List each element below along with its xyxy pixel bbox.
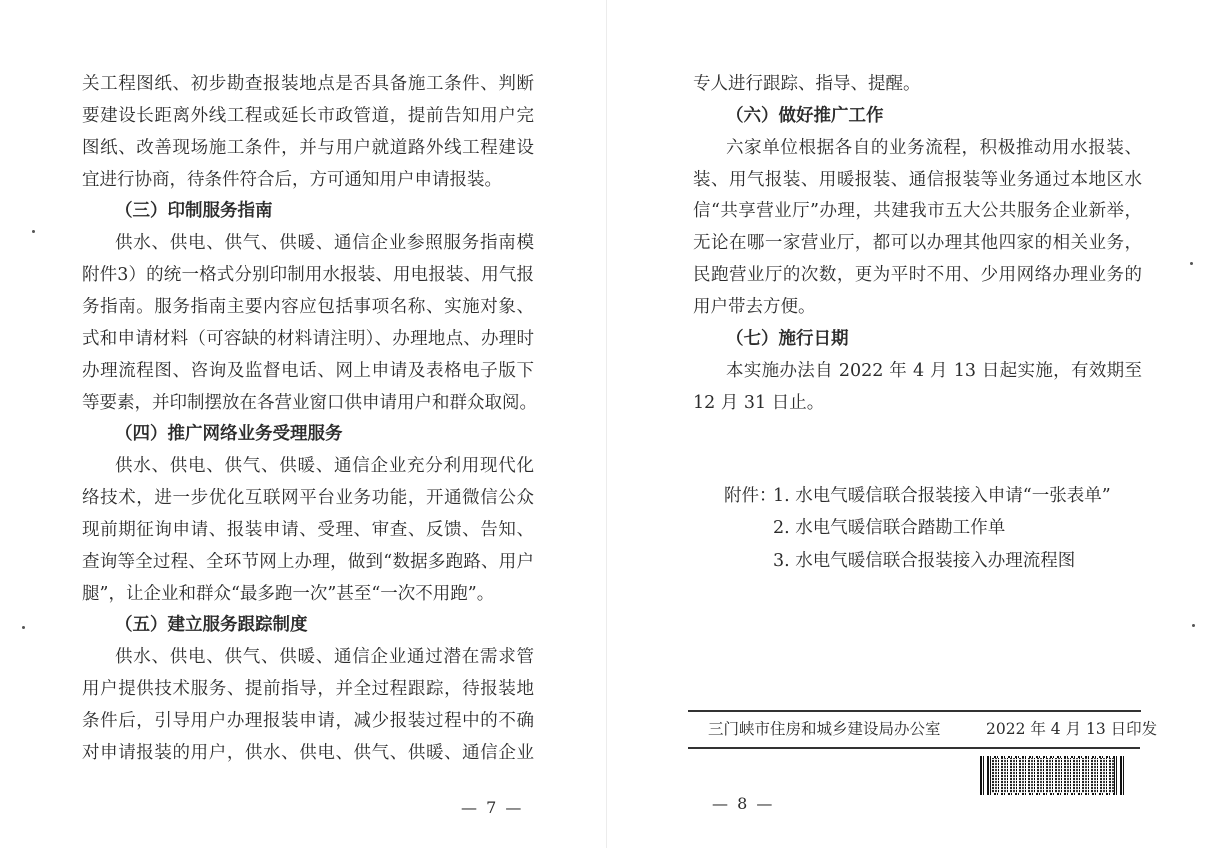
paragraph-line: 图纸、改善现场施工条件，并与用户就道路外线工程建设 bbox=[82, 137, 534, 158]
attachment-item: 2. 水电气暖信联合踏勘工作单 bbox=[773, 518, 1006, 538]
section-heading: （六）做好推广工作 bbox=[726, 105, 884, 126]
paragraph-line: 宜进行协商，待条件符合后，方可通知用户申请报装。 bbox=[82, 169, 502, 190]
scan-speck bbox=[1190, 262, 1193, 265]
attachments-label: 附件： bbox=[724, 486, 777, 506]
paragraph-line: 无论在哪一家营业厅，都可以办理其他四家的相关业务， bbox=[693, 233, 1142, 254]
paragraph-line: 供水、供电、供气、供暖、通信企业通过潜在需求管 bbox=[115, 647, 534, 668]
paragraph-line: 查询等全过程、全环节网上办理，做到“数据多跑路、用户 bbox=[82, 551, 534, 572]
footer-issuer: 三门峡市住房和城乡建设局办公室 bbox=[708, 720, 941, 738]
paragraph-line: 用户提供技术服务、提前指导，并全过程跟踪，待报装地 bbox=[82, 679, 534, 700]
paragraph-line: 12 月 31 日止。 bbox=[693, 392, 825, 413]
scan-speck bbox=[32, 230, 35, 233]
paragraph-line: 络技术，进一步优化互联网平台业务功能，开通微信公众 bbox=[82, 488, 534, 509]
section-heading: （四）推广网络业务受理服务 bbox=[115, 424, 343, 445]
paragraph-line: 用户带去方便。 bbox=[693, 296, 816, 317]
footer-bottom-rule bbox=[688, 747, 1140, 749]
attachment-item: 3. 水电气暖信联合报装接入办理流程图 bbox=[773, 551, 1076, 571]
paragraph-line: 民跑营业厅的次数，更为平时不用、少用网络办理业务的 bbox=[693, 265, 1142, 286]
paragraph-line: 供水、供电、供气、供暖、通信企业充分利用现代化 bbox=[115, 456, 534, 477]
page-left bbox=[0, 0, 606, 848]
scan-speck bbox=[22, 626, 25, 629]
paragraph-line: 本实施办法自 2022 年 4 月 13 日起实施，有效期至 bbox=[726, 360, 1142, 381]
paragraph-line: 附件3）的统一格式分别印制用水报装、用电报装、用气报 bbox=[82, 265, 534, 286]
page-number-left: — 7 — bbox=[461, 798, 524, 817]
paragraph-line: 专人进行跟踪、指导、提醒。 bbox=[693, 74, 921, 94]
section-heading: （七）施行日期 bbox=[726, 328, 849, 349]
attachment-item: 1. 水电气暖信联合报装接入申请“一张表单” bbox=[773, 486, 1111, 506]
paragraph-line: 现前期征询申请、报装申请、受理、审查、反馈、告知、 bbox=[82, 519, 534, 540]
paragraph-line: 条件后，引导用户办理报装申请，减少报装过程中的不确 bbox=[82, 711, 534, 731]
paragraph-line: 供水、供电、供气、供暖、通信企业参照服务指南模 bbox=[115, 233, 534, 254]
paragraph-line: 装、用气报装、用暖报装、通信报装等业务通过本地区水 bbox=[693, 169, 1142, 190]
paragraph-line: 式和申请材料（可容缺的材料请注明）、办理地点、办理时 bbox=[82, 328, 534, 349]
paragraph-line: 办理流程图、咨询及监督电话、网上申请及表格电子版下 bbox=[82, 360, 534, 381]
paragraph-line: 信“共享营业厅”办理，共建我市五大公共服务企业新举， bbox=[693, 201, 1142, 222]
paragraph-line: 关工程图纸、初步勘查报装地点是否具备施工条件、判断 bbox=[82, 74, 534, 94]
section-heading: （三）印制服务指南 bbox=[115, 201, 273, 222]
barcode-icon bbox=[980, 756, 1126, 795]
footer-top-rule bbox=[688, 710, 1141, 712]
paragraph-line: 等要素，并印制摆放在各营业窗口供申请用户和群众取阅。 bbox=[82, 392, 537, 413]
section-heading: （五）建立服务跟踪制度 bbox=[115, 615, 308, 636]
paragraph-line: 要建设长距离外线工程或延长市政管道，提前告知用户完 bbox=[82, 105, 534, 126]
page-number-right: — 8 — bbox=[712, 794, 775, 813]
paragraph-line: 务指南。服务指南主要内容应包括事项名称、实施对象、 bbox=[82, 296, 534, 317]
paragraph-line: 腿”，让企业和群众“最多跑一次”甚至“一次不用跑”。 bbox=[82, 583, 495, 604]
paragraph-line: 对申请报装的用户，供水、供电、供气、供暖、通信企业 bbox=[82, 742, 534, 763]
scan-speck bbox=[1192, 624, 1195, 627]
paragraph-line: 六家单位根据各自的业务流程，积极推动用水报装、 bbox=[726, 137, 1142, 158]
footer-issue-date: 2022 年 4 月 13 日印发 bbox=[986, 720, 1158, 738]
